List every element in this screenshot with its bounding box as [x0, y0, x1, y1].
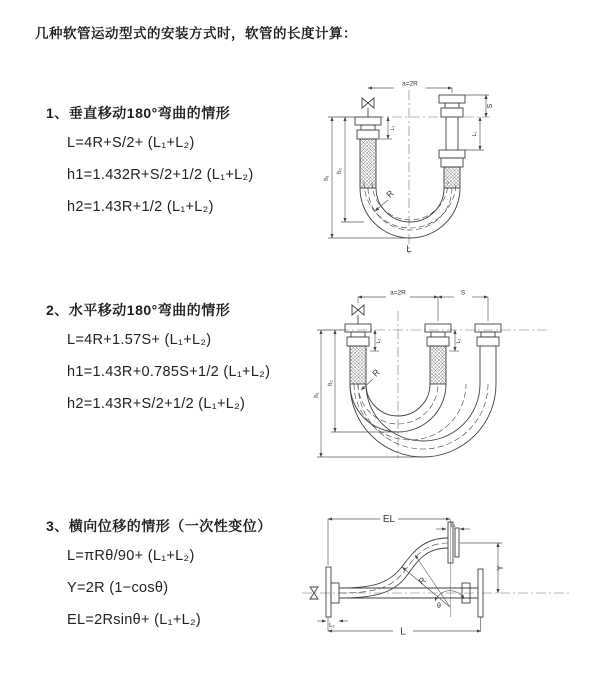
hose-assembly: [302, 519, 570, 617]
length-label: L: [406, 244, 412, 255]
dim-label-h2: h₂: [328, 380, 334, 386]
section-3-formula-Y: Y=2R (1−cosθ): [67, 580, 169, 596]
dim-label-h1: h₁: [324, 175, 330, 181]
section-3-heading: 3、横向位移的情形（一次性变位）: [46, 518, 272, 534]
left-flange: [326, 567, 339, 617]
left-fitting: [345, 324, 371, 384]
dim-label-l1-middle: L₁: [456, 338, 462, 344]
dimension-lines: [317, 297, 488, 457]
hose-assembly: [338, 90, 490, 254]
angle-label: θ: [437, 603, 441, 610]
left-fitting: [355, 117, 381, 188]
radius-label: R: [370, 367, 382, 379]
dim-label-h1: h₁: [314, 392, 320, 398]
dim-label-l1: L₁: [450, 522, 456, 529]
angle-construction: [402, 555, 464, 607]
dim-label-y: Y: [496, 565, 505, 571]
section-3-formula-EL: EL=2Rsinθ+ (L₁+L₂): [67, 612, 202, 628]
section-1-formula-h1: h1=1.432R+S/2+1/2 (L₁+L₂): [67, 167, 254, 183]
dim-label-l: L: [400, 626, 406, 638]
valve-icon: [362, 98, 374, 117]
diagram-lateral-displacement: [298, 505, 595, 650]
dimension-lines: [317, 519, 502, 631]
page-title: 几种软管运动型式的安装方式时，软管的长度计算：: [35, 26, 357, 41]
dim-label-a2r: a=2R: [390, 289, 406, 297]
section-2-heading: 2、水平移动180°弯曲的情形: [46, 302, 231, 318]
dimension-lines: [328, 88, 489, 238]
shifted-fitting: [475, 324, 501, 384]
section-1-formula-h2: h2=1.43R+1/2 (L₁+L₂): [67, 199, 214, 215]
section-lateral-displacement: [46, 516, 326, 636]
dim-label-l1-right: L₁: [472, 131, 478, 137]
valve-icon: [352, 305, 364, 324]
dim-label-el: EL: [382, 514, 396, 525]
dim-label-a2r: a=2R: [402, 80, 418, 88]
hose-u-bends: [350, 384, 496, 457]
section-2-formula-h1: h1=1.43R+0.785S+1/2 (L₁+L₂): [67, 364, 271, 380]
section-1-heading: 1、垂直移动180°弯曲的情形: [46, 105, 231, 121]
section-vertical-180: [46, 103, 326, 223]
section-1-formula-L: L=4R+S/2+ (L₁+L₂): [67, 135, 195, 151]
hose-u-bend: [360, 182, 460, 238]
dim-label-l1-left: L₁: [390, 125, 396, 131]
section-2-formula-h2: h2=1.43R+S/2+1/2 (L₁+L₂): [67, 396, 246, 412]
section-horizontal-180: [46, 300, 326, 420]
dim-label-s: S: [487, 103, 494, 109]
section-3-formula-L: L=πRθ/90+ (L₁+L₂): [67, 548, 195, 564]
hose-assembly: [321, 305, 548, 458]
radius-label: R: [416, 574, 428, 587]
middle-fitting: [425, 324, 451, 384]
diagram-horizontal-180-bend: [313, 283, 595, 463]
dim-label-l1-left: L₁: [376, 338, 382, 344]
dim-label-s: S: [460, 289, 466, 297]
dim-label-l2: L₂: [329, 623, 335, 629]
diagram-vertical-180-bend: [318, 76, 586, 258]
dim-label-h2: h₂: [337, 168, 343, 174]
section-2-formula-L: L=4R+1.57S+ (L₁+L₂): [67, 332, 212, 348]
right-fitting: [439, 95, 465, 188]
s-curve-hose: [339, 538, 448, 598]
radius-label: R: [384, 188, 396, 200]
